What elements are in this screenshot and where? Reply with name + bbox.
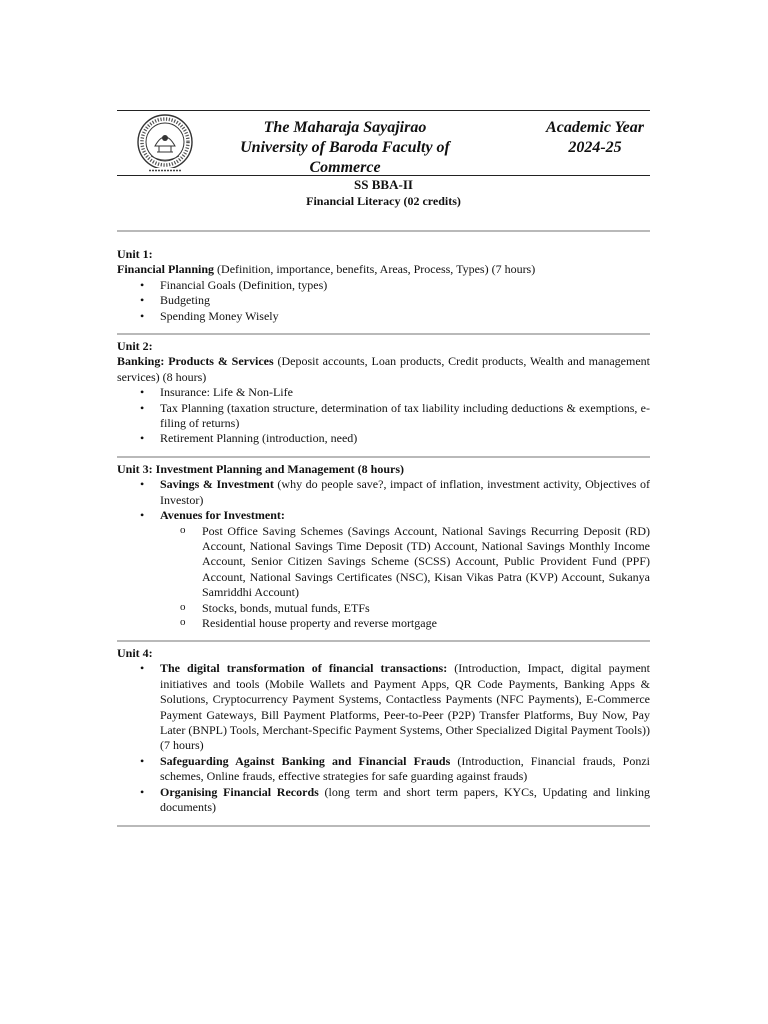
- sub-list-item: o Residential house property and reverse mortgage: [117, 616, 650, 631]
- unit-3-section: [117, 462, 650, 631]
- section-divider: [117, 456, 650, 458]
- unit-heading: Unit 3: Investment Planning and Management (8 hours): [117, 462, 405, 476]
- list-item: • Spending Money Wisely: [117, 309, 650, 324]
- unit-topic: Banking: Products & Services (Deposit accounts, Loan products, Credit products, Wealth and management services) (8 hours): [117, 354, 650, 384]
- list-item: • Budgeting: [117, 293, 650, 308]
- unit-heading: Unit 4:: [117, 646, 153, 660]
- list-item: • Insurance: Life & Non-Life: [117, 385, 650, 400]
- list-item: • Avenues for Investment: o Post Office Saving Schemes (Savings Account, National Savings Recurring Deposit (RD) Account, National Savings Time Deposit (TD) Account, National Savings Monthly Income Account, Senior Citizen Savings Scheme (SCSS) Account, Public Provident Fund (PPF) Account, National Savings Certificates (NSC), Kisan Vikas Patra (KVP) Account, Sukanya Samriddhi Account) o Stocks, bonds, mutual funds, ETFs o Residential house property and reverse mortgage: [117, 508, 650, 631]
- academic-year: Academic Year 2024-25: [546, 119, 644, 156]
- header-top-rule: [117, 110, 650, 111]
- sub-list-item: o Stocks, bonds, mutual funds, ETFs: [117, 601, 650, 616]
- university-title: The Maharaja Sayajirao University of Baroda Faculty of Commerce: [240, 119, 450, 176]
- course-code: SS BBA-II: [354, 177, 413, 192]
- list-item: • Retirement Planning (introduction, need): [117, 431, 650, 446]
- list-item: • The digital transformation of financial transactions: (Introduction, Impact, digital payment initiatives and tools (Mobile Wallets and Payment Apps, QR Code Payments, Banking Apps & Solutions, Cryptocurrency Payment Systems, Contactless Payments (NFC Payments), E-Commerce Payment Gateways, Bill Payment Platforms, Peer-to-Peer (P2P) Transfer Platforms, Buy Now, Pay Later (BNPL) Tools, Merchant-Specific Payment Systems, Other Specialized Digital Payment Tools)) (7 hours): [117, 661, 650, 753]
- unit-heading: Unit 2:: [117, 339, 153, 353]
- header-bottom-rule: [117, 175, 650, 176]
- section-divider: [117, 825, 650, 827]
- unit-topic: Financial Planning (Definition, importance, benefits, Areas, Process, Types) (7 hours): [117, 262, 536, 277]
- list-item: • Savings & Investment (why do people save?, impact of inflation, investment activity, Objectives of Investor): [117, 477, 650, 508]
- list-item: • Organising Financial Records (long term and short term papers, KYCs, Updating and linking documents): [117, 785, 650, 816]
- list-item: • Financial Goals (Definition, types): [117, 278, 650, 293]
- list-item: • Tax Planning (taxation structure, determination of tax liability including deductions & exemptions, e-filing of returns): [117, 401, 650, 432]
- unit-2-section: [117, 339, 650, 447]
- list-item: • Safeguarding Against Banking and Financial Frauds (Introduction, Financial frauds, Ponzi schemes, Online frauds, effective strategies for safe guarding against frauds): [117, 754, 650, 785]
- sub-list-item: o Post Office Saving Schemes (Savings Account, National Savings Recurring Deposit (RD) Account, National Savings Time Deposit (TD) Account, National Savings Monthly Income Account, Senior Citizen Savings Scheme (SCSS) Account, Public Provident Fund (PPF) Account, National Savings Certificates (NSC), Kisan Vikas Patra (KVP) Account, Sukanya Samriddhi Account): [117, 524, 650, 601]
- section-divider: [117, 333, 650, 335]
- university-seal-logo: [133, 112, 197, 176]
- unit-1-section: [117, 247, 650, 324]
- document-header: [117, 112, 650, 176]
- unit-heading: Unit 1:: [117, 247, 153, 261]
- subject-title: Financial Literacy (02 credits): [306, 194, 461, 208]
- section-divider: [117, 230, 650, 232]
- unit-4-section: [117, 646, 650, 815]
- section-divider: [117, 640, 650, 642]
